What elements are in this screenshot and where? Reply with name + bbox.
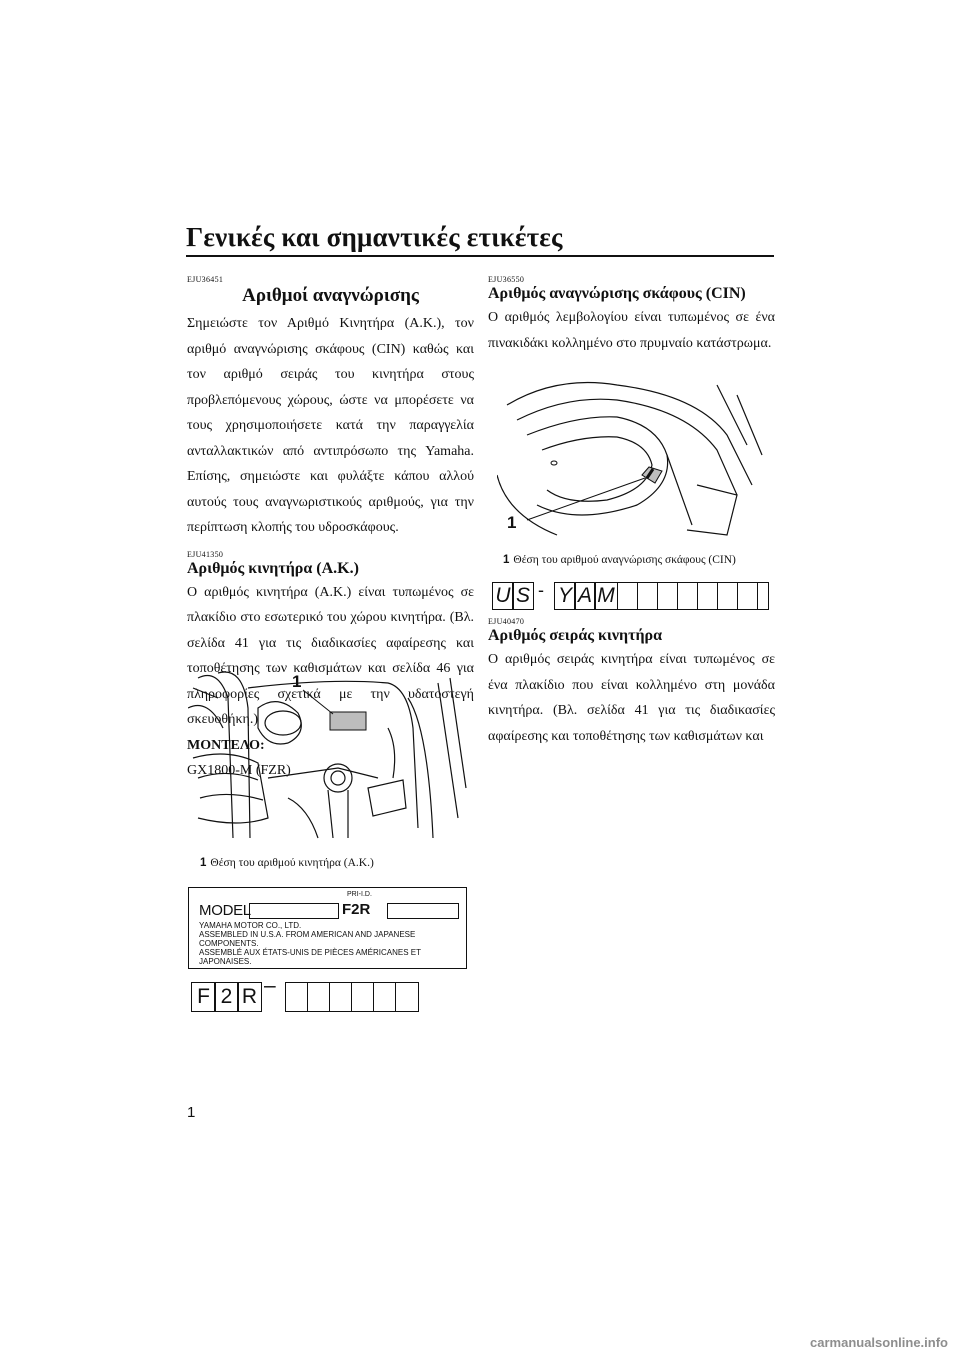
cin-dash: - [538,580,544,600]
plate-line: ASSEMBLÉ AUX ÉTATS-UNIS DE PIÈCES AMÉRICANES ET [199,948,421,957]
model-label: ΜΟΝΤΕΛΟ: [187,737,265,753]
plate-model-label: MODEL [199,902,251,919]
plate-line: YAMAHA MOTOR CO., LTD. [199,921,302,930]
serial-box-empty [329,982,352,1012]
model-label-plate [188,887,467,969]
identification-paragraph: Σημειώστε τον Αριθμό Κινητήρα (Α.Κ.), τον αριθμό αναγνώρισης σκάφους (CIN) καθώς και τον αριθμό σειράς του κινητήρα στους προβλεπόμενους χώρους, ώστε να μπορέσετε να τους χρησιμοποιήσετε κατά την παραγγελία ανταλλακτικών από αντιπρόσωπο της Yamaha. Επίσης, σημειώστε και φυλάξτε κάπου αλλού αυτούς τους αναγνωριστικούς αριθμούς, για την περίπτωση κλοπής του υδροσκάφους. [187,316,474,535]
cin-box-empty [697,582,718,610]
cin-box: U [492,582,514,610]
section-code: EJU40470 [488,617,525,626]
cin-box-empty [677,582,698,610]
plate-pri-id-label: PRI-I.D. [347,891,372,898]
rear-deck-drawing [497,375,767,545]
cin-box: Y [554,582,576,610]
cin-box: A [574,582,596,610]
header-rule [186,255,774,257]
engine-number-paragraph: Ο αριθμός κινητήρα (Α.Κ.) είναι τυπωμένος σε πλακίδιο στο εσωτερικό του χώρου κινητήρα. (Βλ. σελίδα 41 για τις διαδικασίες αφαίρεσης και τοποθέτησης των καθισμάτων και σελίδα 46 για πληροφορίες σχετικά με την υδατοστεγή σκευοθήκη.) [187,584,474,727]
serial-box: 2 [214,982,239,1012]
section-code: EJU36550 [488,275,525,284]
cin-box: S [512,582,534,610]
engine-compartment-illustration [188,668,468,848]
engine-number-caption [200,857,374,869]
rear-deck-illustration [497,375,767,545]
right-column-bottom [488,617,775,749]
serial-dash: – [264,974,276,997]
page-title: Γενικές και σημαντικές ετικέτες [186,222,563,252]
section-code: EJU41350 [187,549,224,559]
serial-box-empty [285,982,308,1012]
section-code: EJU36451 [187,275,224,284]
watermark: carmanualsonline.info [810,1335,948,1350]
figure-callout-1: 1 [292,672,302,691]
page-header [186,222,774,253]
section-heading-engine-number: Αριθμός κινητήρα (Α.Κ.) [187,559,359,577]
cin-box-empty [637,582,658,610]
caption-number: 1 [503,554,510,566]
plate-line: ASSEMBLED IN U.S.A. FROM AMERICAN AND JAPANESE [199,930,416,939]
cin-caption [503,554,736,566]
model-value: GX1800-M (FZR) [187,762,291,778]
figure-callout-1: 1 [507,513,517,532]
section-heading-cin: Αριθμός αναγνώρισης σκάφους (CIN) [488,285,746,302]
plate-pri-id-field [387,903,459,919]
caption-text: Θέση του αριθμού κινητήρα (Α.Κ.) [210,857,374,869]
plate-line: COMPONENTS. [199,939,259,948]
cin-box-empty [617,582,638,610]
right-column-top [488,275,775,356]
page-number: 1 [187,1104,196,1121]
cin-box-empty [657,582,678,610]
caption-text: Θέση του αριθμού αναγνώρισης σκάφους (CIN) [513,554,736,566]
serial-box-empty [307,982,330,1012]
serial-box: F [191,982,216,1012]
serial-box-empty [373,982,396,1012]
engine-serial-paragraph: Ο αριθμός σειράς κινητήρα είναι τυπωμένος σε ένα πλακίδιο που είναι κολλημένο στη μονάδα κινητήρα. (Βλ. σελίδα 41 για τις διαδικασίες αφαίρεσης και τοποθέτησης των καθισμάτων και [488,652,775,744]
serial-box-empty [351,982,374,1012]
plate-line: JAPONAISES. [199,957,252,966]
serial-box-empty [395,982,419,1012]
engine-compartment-drawing [188,668,468,848]
cin-paragraph: Ο αριθμός λεμβολογίου είναι τυπωμένος σε ένα πινακιδάκι κολλημένο στο πρυμναίο κατάστρωμα. [488,310,775,351]
section-heading-engine-serial: Αριθμός σειράς κινητήρα [488,627,663,644]
cin-box-empty [737,582,758,610]
cin-box-empty [757,582,769,610]
plate-model-field [249,903,339,919]
plate-text-block [199,921,421,966]
section-heading-identification: Αριθμοί αναγνώρισης [242,285,419,306]
cin-box-empty [717,582,738,610]
caption-number: 1 [200,857,207,869]
serial-box: R [237,982,262,1012]
cin-box: M [594,582,618,610]
plate-code: F2R [342,901,371,918]
